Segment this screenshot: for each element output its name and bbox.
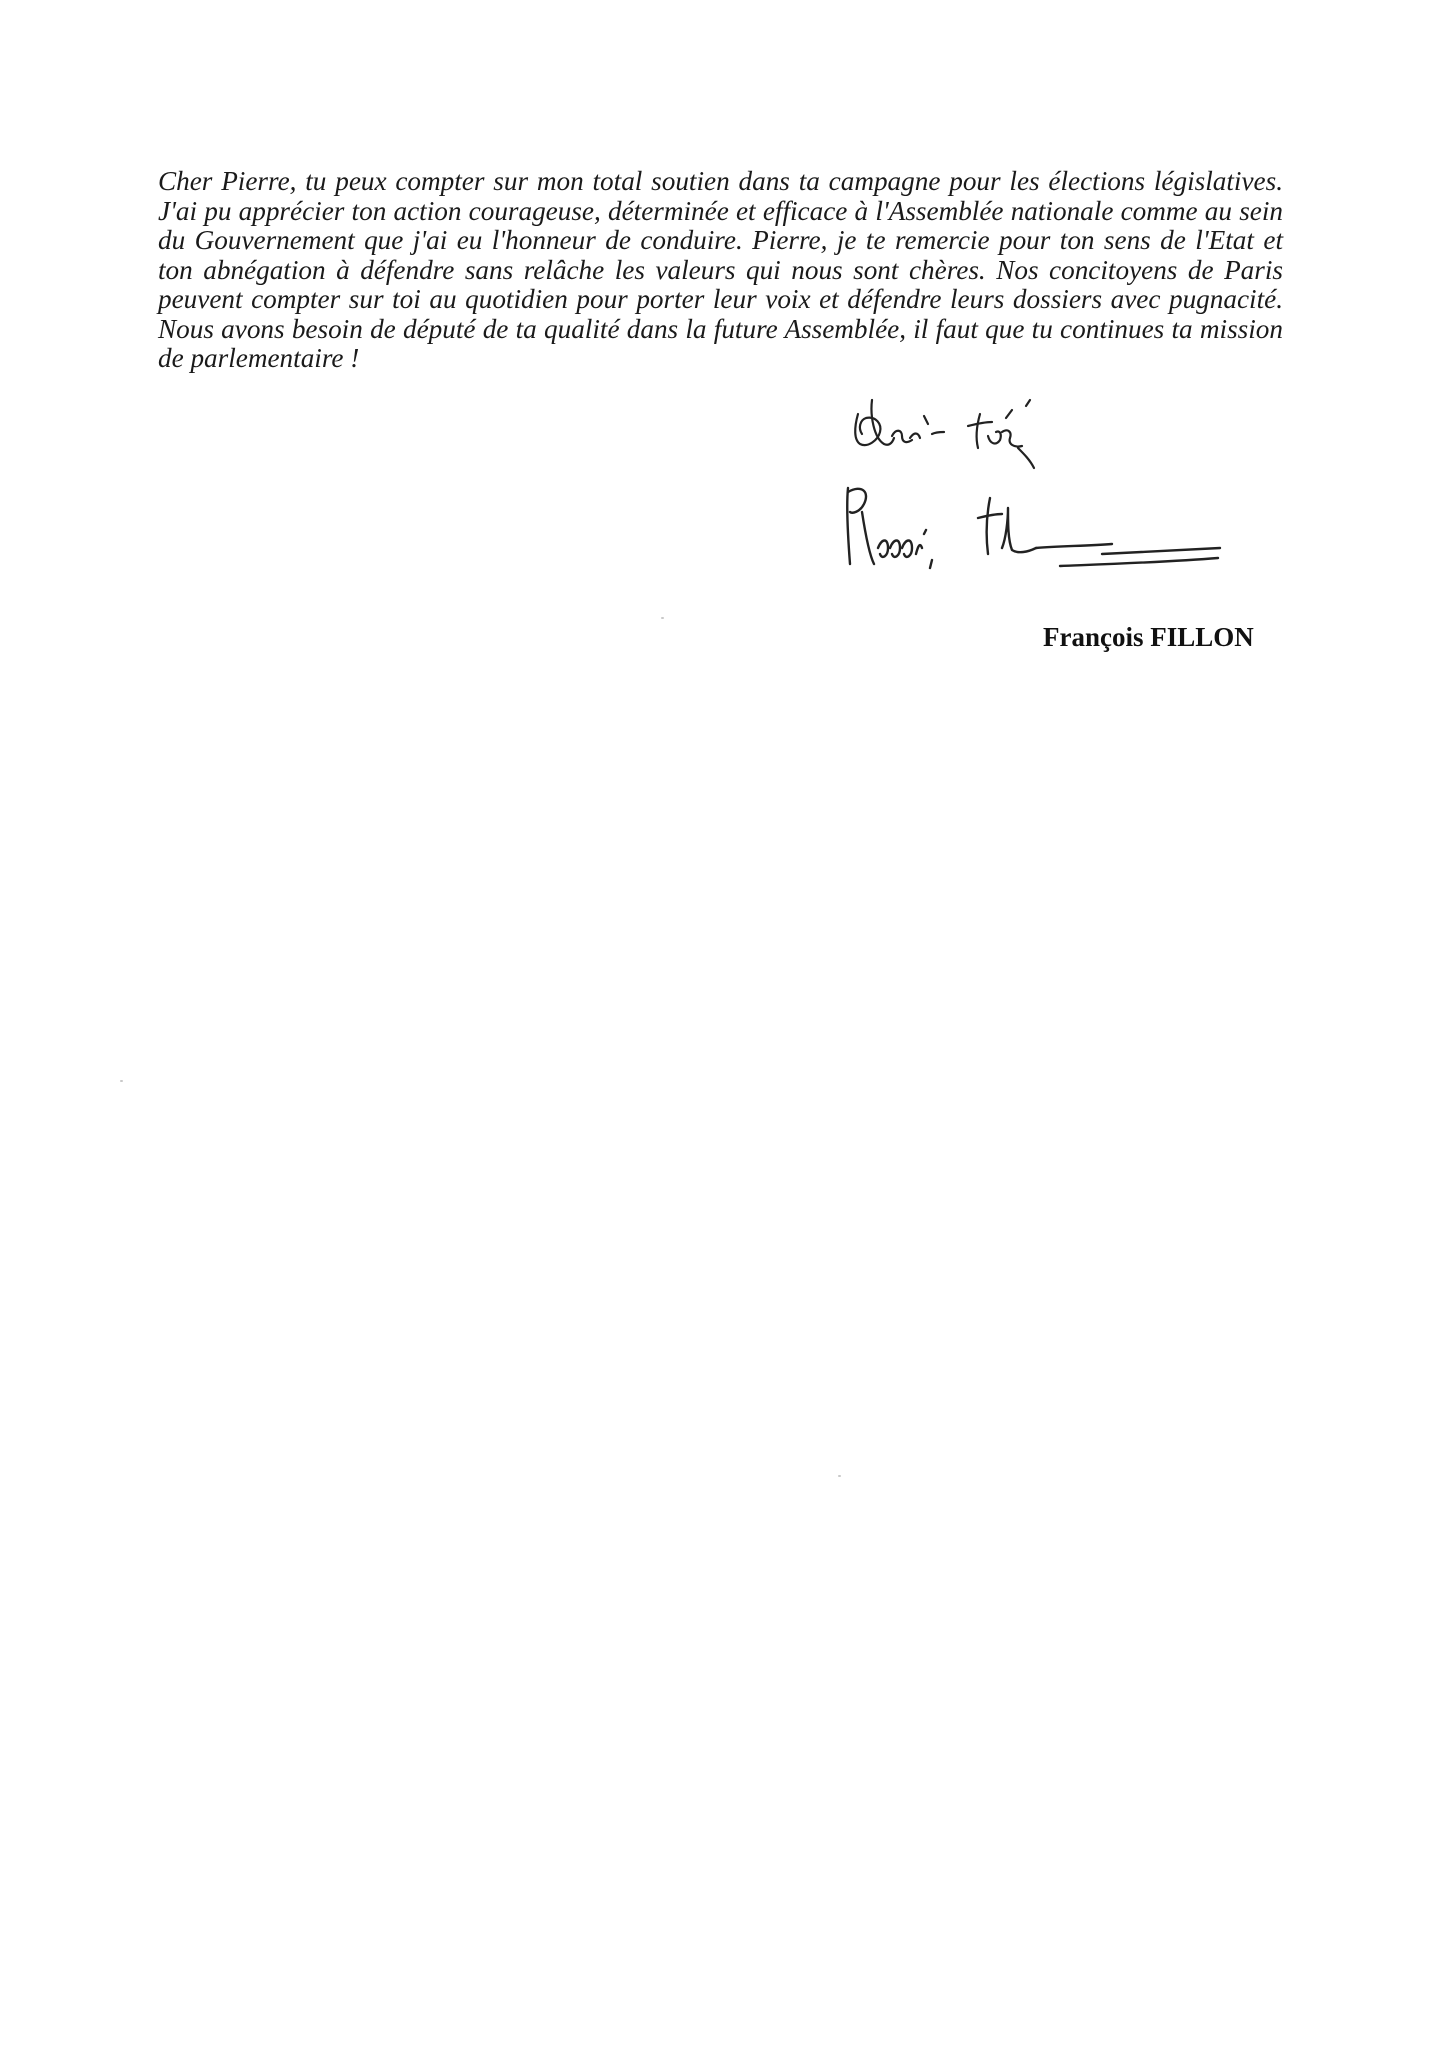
letter-line: du Gouvernement que j'ai eu l'honneur de conduire. Pierre, je te remercie pour ton sens de l'Etat et: [158, 225, 1283, 255]
handwritten-signature: [840, 388, 1340, 618]
signatory-name: François FILLON: [1043, 622, 1254, 652]
letter-line: peuvent compter sur toi au quotidien pour porter leur voix et défendre leurs dossiers avec pugnacité.: [158, 284, 1283, 314]
scan-speck: [838, 1475, 841, 1477]
scan-speck: [661, 617, 664, 619]
scan-speck: [120, 1080, 123, 1082]
letter-line: de parlementaire !: [158, 343, 360, 373]
letter-line: J'ai pu apprécier ton action courageuse, déterminée et efficace à l'Assemblée nationale comme au sein: [158, 195, 1283, 226]
handwritten-closing: [855, 400, 1034, 468]
handwritten-name: [847, 488, 1220, 568]
letter-line: Cher Pierre, tu peux compter sur mon total soutien dans ta campagne pour les élections législatives.: [158, 166, 1283, 196]
letter-line: ton abnégation à défendre sans relâche les valeurs qui nous sont chères. Nos concitoyens de Paris: [158, 254, 1283, 285]
letter-body: [158, 167, 1283, 374]
letter-line: Nous avons besoin de député de ta qualité dans la future Assemblée, il faut que tu continues ta mission: [158, 313, 1283, 344]
